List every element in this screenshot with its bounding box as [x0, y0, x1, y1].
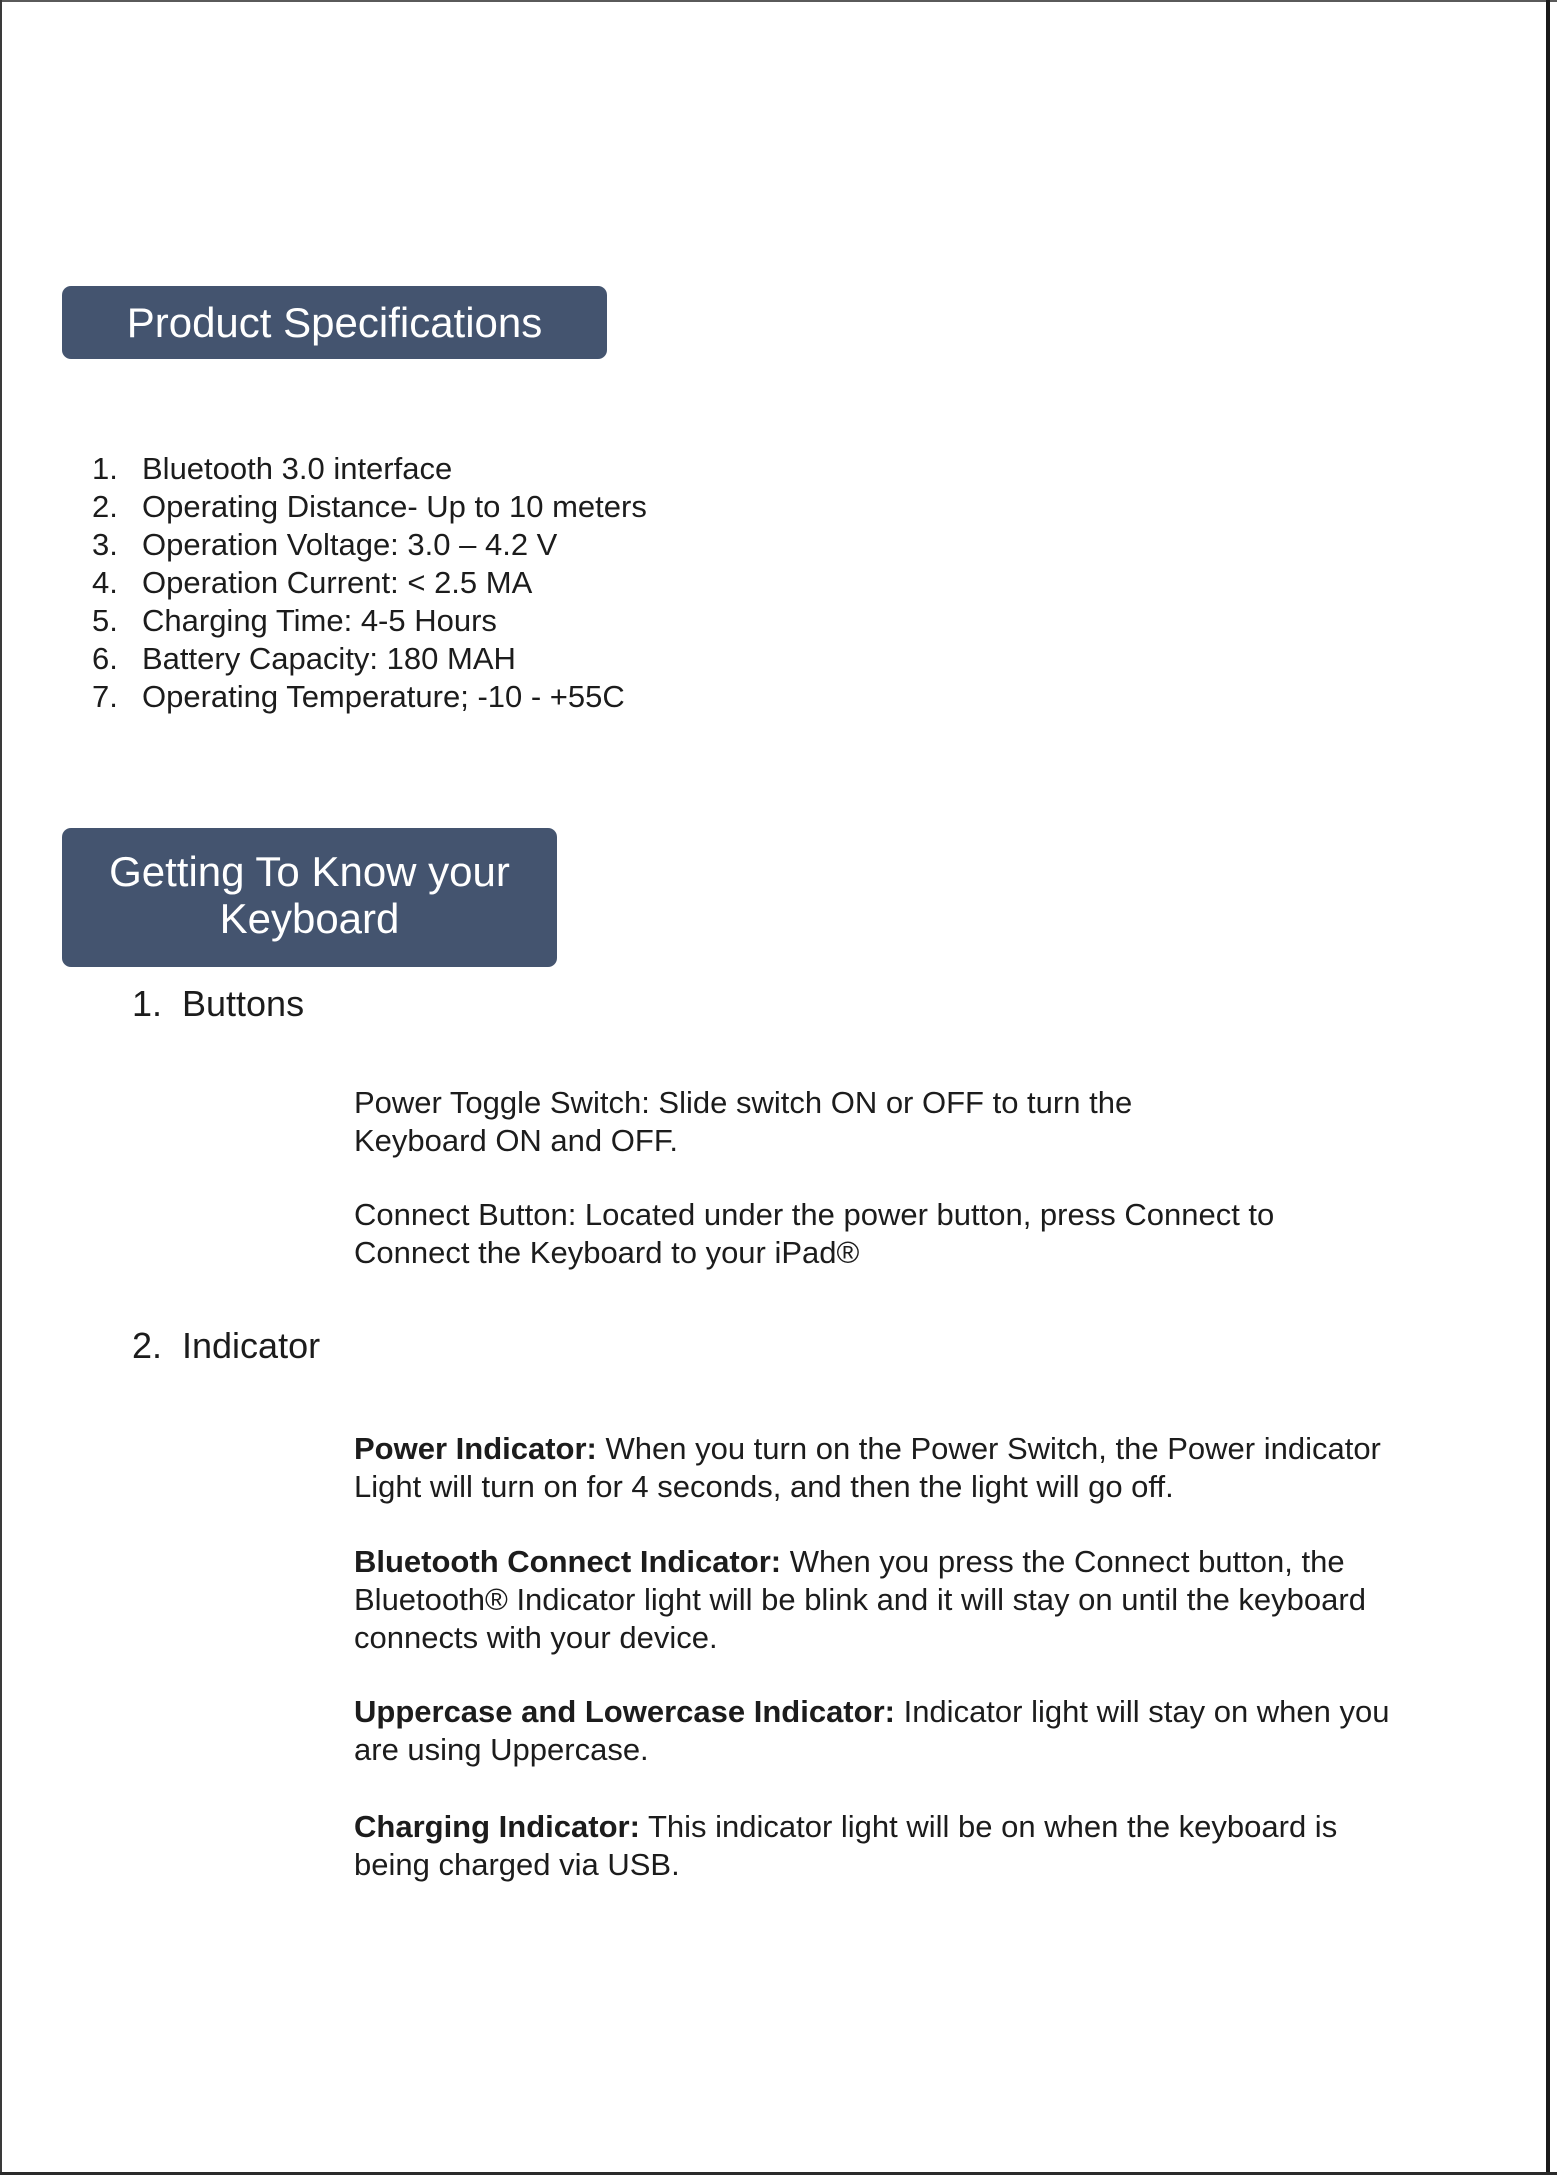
spec-item	[92, 526, 647, 564]
spec-item-text: Bluetooth 3.0 interface	[142, 451, 453, 486]
spec-item-text: Operating Distance- Up to 10 meters	[142, 489, 647, 524]
spec-item-number: 7.	[92, 679, 118, 714]
header-line-1: Getting To Know your	[109, 848, 510, 895]
buttons-number: 1.	[132, 983, 163, 1024]
spec-item	[92, 678, 647, 716]
page-border-top	[0, 0, 1557, 2]
spec-item	[92, 450, 647, 488]
page-border-right	[1546, 0, 1550, 2175]
spec-item	[92, 640, 647, 678]
spec-item-number: 4.	[92, 565, 118, 600]
spec-item-text: Operation Voltage: 3.0 – 4.2 V	[142, 527, 558, 562]
charging-indicator-text: This indicator light will be on when the keyboard is being charged via USB.	[354, 1809, 1338, 1882]
charging-indicator-label: Charging Indicator:	[354, 1809, 640, 1844]
uppercase-indicator-label: Uppercase and Lowercase Indicator:	[354, 1694, 895, 1729]
buttons-subheading	[132, 983, 304, 1025]
power-toggle-description: Power Toggle Switch: Slide switch ON or OFF to turn the Keyboard ON and OFF.	[354, 1085, 1133, 1158]
power-indicator-text: When you turn on the Power Switch, the Power indicator Light will turn on for 4 seconds, and then the light will go off.	[354, 1431, 1381, 1504]
spec-item-text: Operation Current: < 2.5 MA	[142, 565, 533, 600]
buttons-title: Buttons	[182, 983, 305, 1024]
bluetooth-indicator-label: Bluetooth Connect Indicator:	[354, 1544, 782, 1579]
indicator-number: 2.	[132, 1325, 163, 1366]
bluetooth-indicator-description	[354, 1543, 1414, 1657]
specifications-list	[92, 450, 647, 716]
spec-item-number: 1.	[92, 451, 118, 486]
power-indicator-description	[354, 1430, 1414, 1506]
spec-item-number: 6.	[92, 641, 118, 676]
spec-item-text: Battery Capacity: 180 MAH	[142, 641, 516, 676]
spec-item-text: Charging Time: 4-5 Hours	[142, 603, 497, 638]
indicator-title: Indicator	[182, 1325, 321, 1366]
power-indicator-label: Power Indicator:	[354, 1431, 597, 1466]
spec-item-number: 2.	[92, 489, 118, 524]
spec-item	[92, 564, 647, 602]
charging-indicator-description	[354, 1808, 1414, 1884]
spec-item	[92, 488, 647, 526]
getting-to-know-keyboard-header	[62, 828, 557, 967]
header-line-2: Keyboard	[219, 895, 400, 942]
page-border-left	[0, 0, 2, 2175]
connect-button-description: Connect Button: Located under the power button, press Connect to Connect the Keyboard to your iPad®	[354, 1197, 1275, 1270]
spec-item	[92, 602, 647, 640]
bluetooth-indicator-text: When you press the Connect button, the Bluetooth® Indicator light will be blink and it will stay on until the keyboard connects with your device.	[354, 1544, 1366, 1655]
product-specifications-header: Product Specifications	[62, 286, 607, 359]
spec-item-number: 5.	[92, 603, 118, 638]
uppercase-indicator-description	[354, 1693, 1394, 1769]
uppercase-indicator-text: Indicator light will stay on when you are using Uppercase.	[354, 1694, 1390, 1767]
spec-item-text: Operating Temperature; -10 - +55C	[142, 679, 625, 714]
indicator-subheading	[132, 1325, 320, 1367]
spec-item-number: 3.	[92, 527, 118, 562]
